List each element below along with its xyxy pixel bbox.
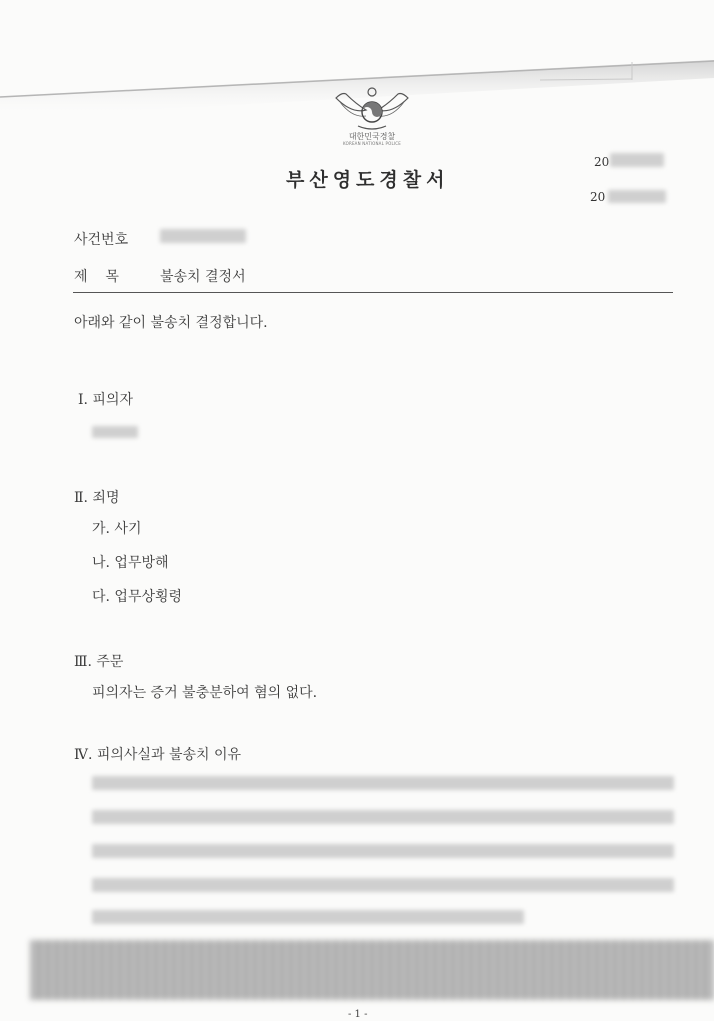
charge-item-3: 다. 업무상횡령 — [92, 589, 183, 605]
redacted-reasons-line-2 — [92, 810, 674, 824]
redacted-date-2 — [608, 190, 666, 203]
redacted-reasons-line-4 — [92, 878, 674, 892]
section-disposition-heading: Ⅲ. 주문 — [74, 654, 124, 670]
section-charges-heading: Ⅱ. 죄명 — [74, 490, 120, 506]
emblem-caption-kr: 대한민국경찰 — [348, 132, 396, 141]
redacted-case-number — [160, 229, 246, 243]
section-suspect-heading: Ⅰ. 피의자 — [78, 392, 134, 408]
redacted-bottom-band — [30, 940, 714, 1000]
redacted-date-1 — [610, 153, 664, 167]
date-line-2: 20 — [590, 190, 606, 204]
subject-label: 제 목 — [74, 269, 119, 285]
disposition-text: 피의자는 증거 불충분하여 혐의 없다. — [92, 685, 318, 701]
redacted-suspect-name — [92, 426, 138, 438]
intro-text: 아래와 같이 불송치 결정합니다. — [74, 315, 268, 331]
redacted-reasons-line-3 — [92, 844, 674, 858]
case-number-label: 사건번호 — [74, 232, 129, 248]
section-reasons-heading: Ⅳ. 피의사실과 불송치 이유 — [74, 747, 242, 763]
redacted-reasons-line-5 — [92, 910, 524, 924]
emblem-caption-en: KOREAN NATIONAL POLICE — [343, 141, 401, 146]
charge-item-2: 나. 업무방해 — [92, 555, 169, 571]
office-name: 부산영도경찰서 — [286, 169, 450, 191]
page-number: - 1 - — [348, 1009, 368, 1020]
redacted-reasons-line-1 — [92, 776, 674, 790]
date-line-1: 20 — [594, 155, 610, 169]
header-divider — [73, 292, 673, 293]
charge-item-1: 가. 사기 — [92, 521, 142, 537]
police-emblem-icon — [332, 84, 412, 132]
subject-value: 불송치 결정서 — [160, 269, 246, 285]
